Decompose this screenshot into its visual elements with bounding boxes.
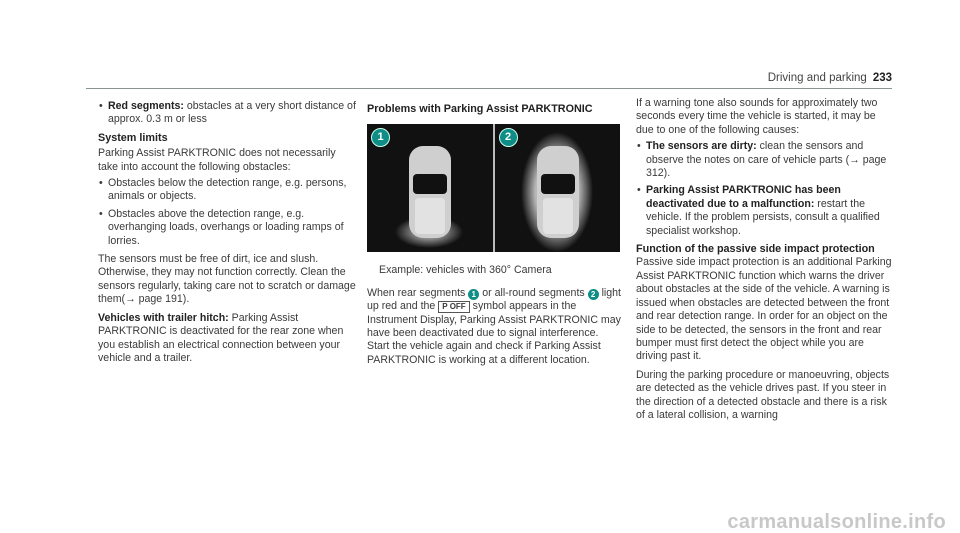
page-header (768, 72, 892, 85)
parking-illustration (367, 124, 620, 252)
paragraph (98, 312, 358, 366)
paragraph (367, 287, 623, 367)
paragraph: Passive side impact protection is an additional Parking Assist PARKTRONIC function which warns the driver about obstacles at the side of the vehicle. A warning is issued when obstacles are detected between the front and rear detection range. In order for an object on the side to be detected, the sensors in the front and rear bumper must first detect the object while you are driving past it. (636, 256, 892, 363)
paragraph: Parking Assist PARKTRONIC does not necessarily take into account the following obstacles: (98, 147, 336, 173)
badge-1: 1 (468, 289, 479, 300)
causes-list (636, 140, 894, 238)
term: The sensors are dirty: (646, 140, 757, 153)
callout-2: 2 (499, 128, 518, 147)
image-caption: Example: vehicles with 360° Camera (379, 264, 552, 277)
column-3 (636, 97, 894, 427)
text: symbol appears in the Instrument Display, Parking Assist PARKTRONIC may have been deactivated due to signal interference. Start the vehicle again and check if Parking Assist PARKTRONIC is working at a different location. (367, 300, 621, 366)
list-item: • Obstacles below the detection range, e.g. persons, animals or objects. (108, 177, 358, 204)
page-number: 233 (872, 72, 892, 84)
header-rule (86, 88, 892, 89)
paragraph: The sensors must be free of dirt, ice and slush. Otherwise, they may not function correctly. Clean the sensors regularly, taking care not to scratch or damage them(→ page 191). (98, 253, 356, 306)
paragraph: If a warning tone also sounds for approximately two seconds every time the vehicle is started, it may be due to one of the following causes: (636, 97, 878, 136)
list-item (646, 184, 894, 238)
problems-heading: Problems with Parking Assist PARKTRONIC (367, 103, 593, 115)
limits-list (98, 177, 358, 248)
term: Vehicles with trailer hitch: (98, 311, 229, 324)
illustration-panel-2 (495, 124, 621, 252)
section-title: Driving and parking (767, 72, 867, 84)
side-impact-heading: Function of the passive side impact protection (636, 243, 875, 256)
column-2 (367, 97, 623, 372)
text: obstacles at a very short distance of approx. 0.3 m or less (108, 100, 356, 126)
watermark: carmanualsonline.info (727, 510, 946, 533)
text: clean the sensors and observe the notes on care of vehicle parts (→ page 312). (646, 140, 887, 180)
system-limits-heading: System limits (98, 131, 168, 144)
segment-list (98, 100, 358, 127)
illustration-panel-1 (367, 124, 493, 252)
term: Parking Assist PARKTRONIC has been deactivated due to a malfunction: (646, 184, 841, 210)
term: Red segments: (108, 100, 184, 112)
callout-1: 1 (371, 128, 390, 147)
column-1 (98, 97, 358, 370)
text: restart the vehicle. If the problem persists, consult a qualified specialist workshop. (646, 197, 880, 237)
text: Parking Assist PARKTRONIC is deactivated for the rear zone when you establish an electrical connection between your vehicle and a trailer. (98, 311, 344, 364)
text: or all-round segments (479, 286, 588, 299)
badge-2: 2 (588, 289, 599, 300)
parktronic-off-icon: P OFF (438, 301, 469, 313)
paragraph: During the parking procedure or manoeuvring, objects are detected as the vehicle drives past. If you steer in the direction of a detected obstacle and there is a risk of a lateral collision, a warning (636, 368, 890, 421)
text: When rear segments (367, 286, 469, 299)
list-item: • Obstacles above the detection range, e.g. overhanging loads, overhangs or loading ramps of lorries. (108, 208, 358, 248)
list-item (108, 100, 358, 127)
list-item (646, 140, 894, 180)
text: light up red and the (367, 286, 622, 313)
